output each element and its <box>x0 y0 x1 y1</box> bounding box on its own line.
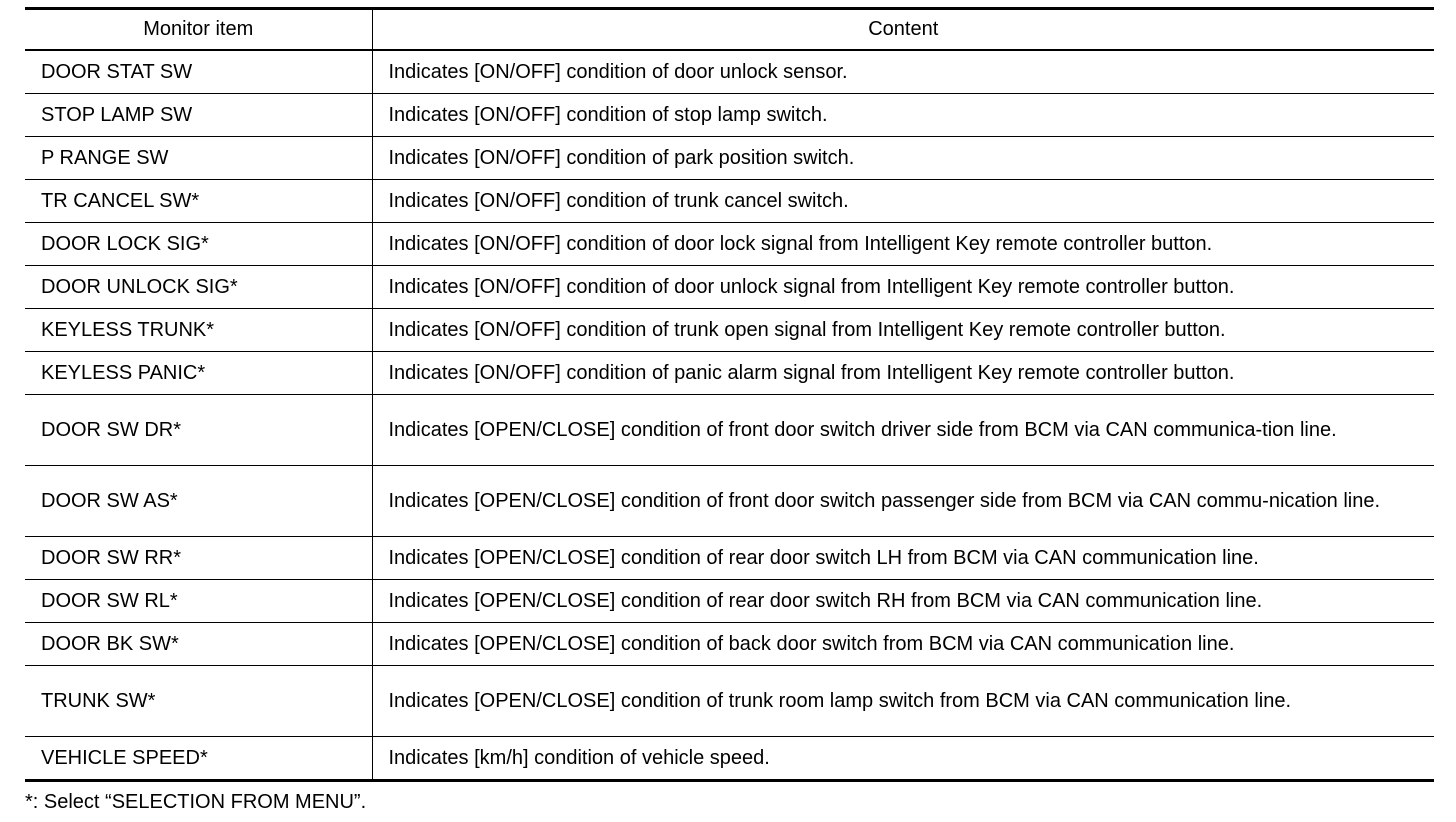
header-monitor-item: Monitor item <box>25 9 372 51</box>
monitor-item-cell: DOOR LOCK SIG* <box>25 223 372 266</box>
monitor-item-cell: STOP LAMP SW <box>25 94 372 137</box>
table-body <box>25 50 1434 781</box>
content-cell: Indicates [ON/OFF] condition of park position switch. <box>372 137 1434 180</box>
content-cell: Indicates [ON/OFF] condition of door lock signal from Intelligent Key remote controller button. <box>372 223 1434 266</box>
table-row <box>25 466 1434 537</box>
table-row <box>25 50 1434 94</box>
table-header-row <box>25 9 1434 51</box>
monitor-item-cell: DOOR UNLOCK SIG* <box>25 266 372 309</box>
table-row <box>25 537 1434 580</box>
table-row <box>25 223 1434 266</box>
content-cell: Indicates [OPEN/CLOSE] condition of rear door switch LH from BCM via CAN communication line. <box>372 537 1434 580</box>
content-cell: Indicates [km/h] condition of vehicle speed. <box>372 737 1434 781</box>
table-row <box>25 94 1434 137</box>
table-row <box>25 309 1434 352</box>
monitor-item-cell: KEYLESS PANIC* <box>25 352 372 395</box>
content-cell: Indicates [OPEN/CLOSE] condition of back door switch from BCM via CAN communication line. <box>372 623 1434 666</box>
content-cell: Indicates [ON/OFF] condition of trunk open signal from Intelligent Key remote controller button. <box>372 309 1434 352</box>
content-cell: Indicates [ON/OFF] condition of door unlock signal from Intelligent Key remote controller button. <box>372 266 1434 309</box>
monitor-item-cell: DOOR BK SW* <box>25 623 372 666</box>
monitor-item-cell: DOOR SW DR* <box>25 395 372 466</box>
table-row <box>25 137 1434 180</box>
footnote: *: Select “SELECTION FROM MENU”. <box>25 791 367 813</box>
monitor-item-cell: DOOR SW AS* <box>25 466 372 537</box>
header-content: Content <box>372 9 1434 51</box>
table-row <box>25 666 1434 737</box>
table-row <box>25 580 1434 623</box>
content-cell: Indicates [OPEN/CLOSE] condition of rear door switch RH from BCM via CAN communication line. <box>372 580 1434 623</box>
monitor-item-table <box>25 7 1434 782</box>
content-cell: Indicates [ON/OFF] condition of trunk cancel switch. <box>372 180 1434 223</box>
content-cell: Indicates [ON/OFF] condition of panic alarm signal from Intelligent Key remote controller button. <box>372 352 1434 395</box>
content-cell: Indicates [OPEN/CLOSE] condition of front door switch driver side from BCM via CAN communica-tion line. <box>372 395 1434 466</box>
monitor-item-cell: TR CANCEL SW* <box>25 180 372 223</box>
monitor-item-cell: VEHICLE SPEED* <box>25 737 372 781</box>
monitor-item-cell: P RANGE SW <box>25 137 372 180</box>
table-row <box>25 352 1434 395</box>
table-row <box>25 623 1434 666</box>
table-row <box>25 737 1434 781</box>
monitor-item-cell: DOOR SW RR* <box>25 537 372 580</box>
content-cell: Indicates [OPEN/CLOSE] condition of front door switch passenger side from BCM via CAN commu-nication line. <box>372 466 1434 537</box>
content-cell: Indicates [OPEN/CLOSE] condition of trunk room lamp switch from BCM via CAN communication line. <box>372 666 1434 737</box>
table-row <box>25 180 1434 223</box>
monitor-item-cell: TRUNK SW* <box>25 666 372 737</box>
table-row <box>25 395 1434 466</box>
content-cell: Indicates [ON/OFF] condition of door unlock sensor. <box>388 60 848 83</box>
monitor-item-cell: KEYLESS TRUNK* <box>25 309 372 352</box>
monitor-item-cell: DOOR STAT SW <box>25 50 372 94</box>
table-row <box>25 266 1434 309</box>
content-cell: Indicates [ON/OFF] condition of stop lamp switch. <box>372 94 1434 137</box>
monitor-item-cell: DOOR SW RL* <box>25 580 372 623</box>
